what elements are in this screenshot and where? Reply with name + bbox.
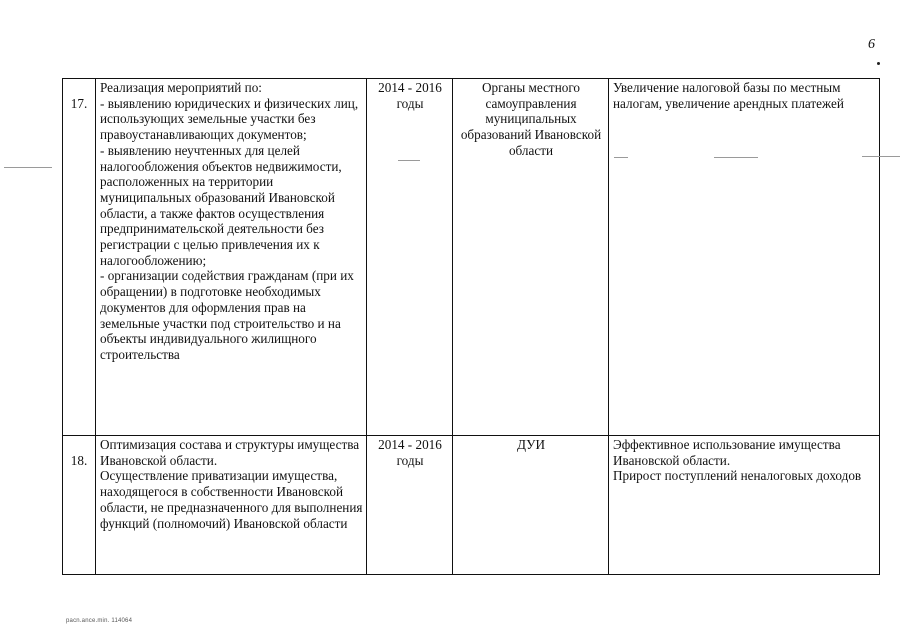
measure-cell: Реализация мероприятий по: - выявлению юридических и физических лиц, использующих земельные участки без правоустанавливающих документов; - выявлению неучтенных для целей налогообложения объектов недвижимости, расположенных на территории муниципальных образований Ивановской области, а также фактов осуществления предпринимательской деятельности без регистрации с целью привлечения их к налогообложению; - организации содействия гражданам (при их обращении) в подготовке необходимых документов для оформления прав на земельные участки под строительство и на объекты индивидуального жилищного строительства: [96, 79, 367, 436]
page-number: 6: [868, 37, 875, 52]
period-cell: 2014 - 2016 годы: [367, 79, 453, 436]
page-number-dot: [877, 62, 880, 65]
row-number: 17.: [70, 95, 88, 111]
result-cell: Увеличение налоговой базы по местным налогам, увеличение арендных платежей: [609, 79, 880, 436]
measure-cell: Оптимизация состава и структуры имущества Ивановской области. Осуществление приватизации имущества, находящегося в собственности Ивановской области, не предназначенного для выполнения функций (полномочий) Ивановской области: [96, 436, 367, 575]
row-number-cell: [63, 436, 96, 575]
footer-code: pacn.ance.min. 114064: [66, 618, 133, 624]
scan-artifact: [714, 157, 758, 158]
scan-artifact: [862, 156, 900, 157]
result-cell: Эффективное использование имущества Ивановской области. Прирост поступлений неналоговых доходов: [609, 436, 880, 575]
table-row: [63, 436, 880, 575]
executor-cell: Органы местного самоуправления муниципальных образований Ивановской области: [453, 79, 609, 436]
scan-artifact: [4, 167, 52, 168]
scan-artifact: [614, 157, 628, 158]
row-number-cell: [63, 79, 96, 436]
scan-artifact: [398, 160, 420, 161]
measures-table: [62, 78, 880, 575]
row-number: 18.: [70, 452, 88, 468]
table-row: [63, 79, 880, 436]
period-cell: 2014 - 2016 годы: [367, 436, 453, 575]
executor-cell: ДУИ: [453, 436, 609, 575]
